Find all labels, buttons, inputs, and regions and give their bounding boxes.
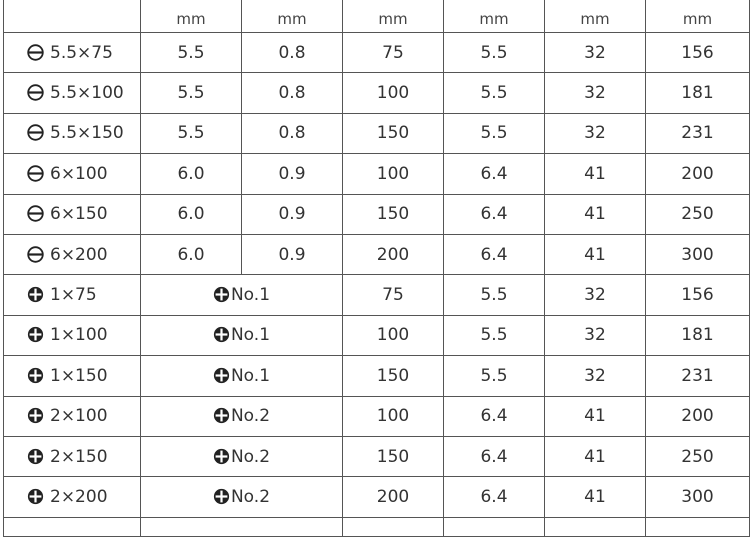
handle-diameter-cell: 41 [545, 396, 646, 436]
table-row [4, 436, 750, 476]
header-cell-blank [4, 0, 141, 33]
total-length-cell: 300 [646, 477, 750, 517]
tip-width-cell: 5.5 [141, 73, 242, 113]
table-row-partial [4, 517, 750, 536]
tip-size-label: No.2 [230, 406, 271, 427]
handle-diameter-cell: 32 [545, 73, 646, 113]
model-cell [4, 396, 141, 436]
table-row [4, 33, 750, 73]
tip-size-cell [141, 315, 343, 355]
model-cell [4, 477, 141, 517]
handle-diameter-cell: 41 [545, 234, 646, 274]
header-unit: mm [545, 0, 646, 33]
shaft-diameter-cell: 6.4 [444, 154, 545, 194]
table-row [4, 234, 750, 274]
model-cell [4, 356, 141, 396]
phillips-tip-icon [213, 407, 230, 424]
model-label: 5.5×150 [50, 123, 124, 144]
partial-cell [545, 517, 646, 536]
model-cell [4, 33, 141, 73]
header-unit: mm [141, 0, 242, 33]
handle-diameter-cell: 32 [545, 33, 646, 73]
shaft-diameter-cell: 5.5 [444, 113, 545, 153]
model-cell [4, 73, 141, 113]
model-label: 2×200 [50, 486, 108, 507]
total-length-cell: 231 [646, 356, 750, 396]
spec-table [3, 0, 750, 537]
blade-length-cell: 100 [343, 315, 444, 355]
blade-length-cell: 150 [343, 356, 444, 396]
table-row [4, 194, 750, 234]
total-length-cell: 156 [646, 33, 750, 73]
handle-diameter-cell: 32 [545, 275, 646, 315]
partial-cell [4, 517, 141, 536]
shaft-diameter-cell: 6.4 [444, 436, 545, 476]
tip-size-cell [141, 275, 343, 315]
partial-cell [343, 517, 444, 536]
phillips-tip-icon [27, 488, 44, 505]
tip-size-cell [141, 396, 343, 436]
shaft-diameter-cell: 5.5 [444, 275, 545, 315]
table-row [4, 396, 750, 436]
shaft-diameter-cell: 5.5 [444, 315, 545, 355]
total-length-cell: 250 [646, 436, 750, 476]
model-label: 6×150 [50, 204, 108, 225]
shaft-diameter-cell: 5.5 [444, 356, 545, 396]
shaft-diameter-cell: 6.4 [444, 477, 545, 517]
handle-diameter-cell: 41 [545, 154, 646, 194]
slotted-tip-icon [27, 84, 44, 101]
model-label: 1×100 [50, 325, 108, 346]
phillips-tip-icon [213, 286, 230, 303]
header-unit: mm [242, 0, 343, 33]
total-length-cell: 156 [646, 275, 750, 315]
blade-length-cell: 150 [343, 194, 444, 234]
model-label: 1×150 [50, 365, 108, 386]
model-label: 6×200 [50, 244, 108, 265]
slotted-tip-icon [27, 124, 44, 141]
shaft-diameter-cell: 6.4 [444, 396, 545, 436]
model-cell [4, 275, 141, 315]
tip-thickness-cell: 0.9 [242, 234, 343, 274]
model-label: 2×100 [50, 406, 108, 427]
table-row [4, 275, 750, 315]
blade-length-cell: 200 [343, 234, 444, 274]
partial-cell [444, 517, 545, 536]
phillips-tip-icon [213, 488, 230, 505]
partial-cell [141, 517, 343, 536]
total-length-cell: 181 [646, 73, 750, 113]
model-cell [4, 154, 141, 194]
phillips-tip-icon [27, 326, 44, 343]
tip-width-cell: 6.0 [141, 154, 242, 194]
slotted-tip-icon [27, 165, 44, 182]
tip-width-cell: 6.0 [141, 194, 242, 234]
blade-length-cell: 150 [343, 436, 444, 476]
handle-diameter-cell: 41 [545, 477, 646, 517]
total-length-cell: 200 [646, 396, 750, 436]
handle-diameter-cell: 41 [545, 436, 646, 476]
blade-length-cell: 100 [343, 154, 444, 194]
header-row [4, 0, 750, 33]
total-length-cell: 231 [646, 113, 750, 153]
tip-width-cell: 5.5 [141, 113, 242, 153]
handle-diameter-cell: 41 [545, 194, 646, 234]
shaft-diameter-cell: 5.5 [444, 33, 545, 73]
table-row [4, 154, 750, 194]
shaft-diameter-cell: 6.4 [444, 234, 545, 274]
blade-length-cell: 100 [343, 396, 444, 436]
table-row [4, 477, 750, 517]
total-length-cell: 300 [646, 234, 750, 274]
total-length-cell: 181 [646, 315, 750, 355]
header-unit: mm [646, 0, 750, 33]
tip-size-label: No.1 [230, 365, 271, 386]
model-label: 2×150 [50, 446, 108, 467]
tip-size-cell [141, 356, 343, 396]
blade-length-cell: 150 [343, 113, 444, 153]
tip-size-label: No.1 [230, 325, 271, 346]
model-label: 5.5×75 [50, 42, 113, 63]
model-cell [4, 234, 141, 274]
table-row [4, 315, 750, 355]
phillips-tip-icon [27, 407, 44, 424]
phillips-tip-icon [213, 448, 230, 465]
slotted-tip-icon [27, 44, 44, 61]
slotted-tip-icon [27, 205, 44, 222]
tip-size-label: No.2 [230, 486, 271, 507]
tip-thickness-cell: 0.8 [242, 33, 343, 73]
phillips-tip-icon [27, 448, 44, 465]
model-label: 1×75 [50, 285, 97, 306]
blade-length-cell: 200 [343, 477, 444, 517]
handle-diameter-cell: 32 [545, 356, 646, 396]
shaft-diameter-cell: 5.5 [444, 73, 545, 113]
blade-length-cell: 75 [343, 275, 444, 315]
partial-cell [646, 517, 750, 536]
model-cell [4, 436, 141, 476]
phillips-tip-icon [213, 367, 230, 384]
tip-width-cell: 6.0 [141, 234, 242, 274]
table-row [4, 113, 750, 153]
handle-diameter-cell: 32 [545, 113, 646, 153]
tip-size-cell [141, 477, 343, 517]
table-row [4, 356, 750, 396]
phillips-tip-icon [27, 367, 44, 384]
blade-length-cell: 75 [343, 33, 444, 73]
model-label: 6×100 [50, 163, 108, 184]
table-row [4, 73, 750, 113]
model-cell [4, 194, 141, 234]
handle-diameter-cell: 32 [545, 315, 646, 355]
blade-length-cell: 100 [343, 73, 444, 113]
tip-thickness-cell: 0.9 [242, 194, 343, 234]
tip-size-label: No.1 [230, 285, 271, 306]
shaft-diameter-cell: 6.4 [444, 194, 545, 234]
slotted-tip-icon [27, 246, 44, 263]
total-length-cell: 200 [646, 154, 750, 194]
tip-thickness-cell: 0.9 [242, 154, 343, 194]
tip-size-label: No.2 [230, 446, 271, 467]
tip-width-cell: 5.5 [141, 33, 242, 73]
phillips-tip-icon [213, 326, 230, 343]
tip-size-cell [141, 436, 343, 476]
model-cell [4, 113, 141, 153]
header-unit: mm [343, 0, 444, 33]
header-unit: mm [444, 0, 545, 33]
phillips-tip-icon [27, 286, 44, 303]
model-label: 5.5×100 [50, 83, 124, 104]
model-cell [4, 315, 141, 355]
tip-thickness-cell: 0.8 [242, 113, 343, 153]
tip-thickness-cell: 0.8 [242, 73, 343, 113]
total-length-cell: 250 [646, 194, 750, 234]
